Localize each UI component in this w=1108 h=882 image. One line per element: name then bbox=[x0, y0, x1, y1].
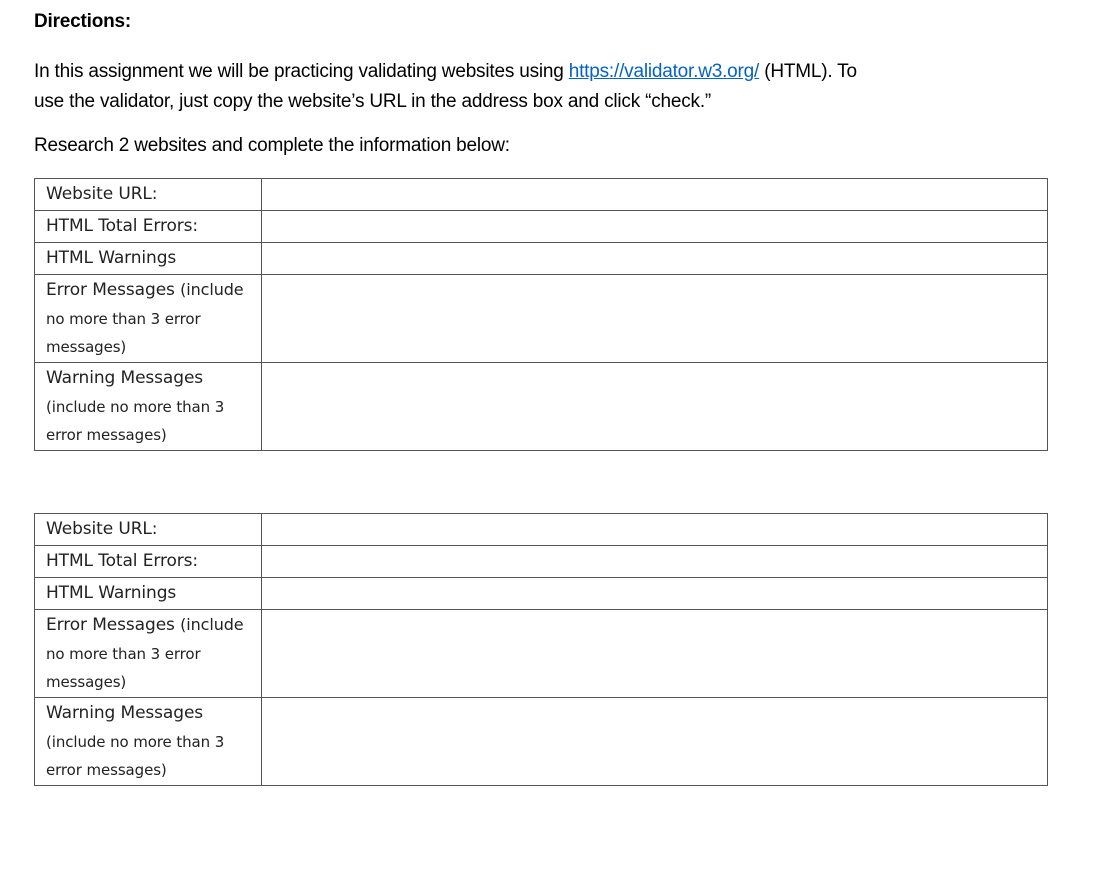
warning-messages-label-line-2: (include no more than 3 bbox=[46, 733, 225, 751]
table-row bbox=[35, 243, 1048, 275]
error-messages-field[interactable] bbox=[262, 275, 1048, 363]
table-row bbox=[35, 211, 1048, 243]
error-messages-label-text: Error Messages bbox=[46, 615, 181, 635]
research-instruction: Research 2 websites and complete the information below: bbox=[34, 135, 510, 156]
warning-messages-label bbox=[35, 363, 262, 451]
error-messages-label-include: (include bbox=[180, 615, 244, 634]
total-errors-field[interactable] bbox=[262, 211, 1048, 243]
warning-messages-label-line-3: error messages) bbox=[46, 426, 167, 444]
warning-messages-label-line-2: (include no more than 3 bbox=[46, 398, 225, 416]
total-errors-label: HTML Total Errors: bbox=[35, 546, 262, 578]
table-row bbox=[35, 578, 1048, 610]
error-messages-label bbox=[35, 610, 262, 698]
directions-heading: Directions: bbox=[34, 11, 132, 32]
error-messages-label-line-3: messages) bbox=[46, 673, 127, 691]
website-form-table-1 bbox=[34, 178, 1048, 451]
validator-link[interactable]: https://validator.w3.org/ bbox=[568, 61, 760, 82]
website-url-field[interactable] bbox=[262, 179, 1048, 211]
table-row bbox=[35, 363, 1048, 451]
error-messages-label-line-2: no more than 3 error bbox=[46, 645, 201, 663]
table-row bbox=[35, 546, 1048, 578]
warnings-field[interactable] bbox=[262, 578, 1048, 610]
intro-line-2: use the validator, just copy the website’s URL in the address box and click “check.” bbox=[34, 91, 712, 112]
warning-messages-label-line-1: Warning Messages bbox=[46, 703, 204, 723]
warning-messages-field[interactable] bbox=[262, 698, 1048, 786]
warnings-label: HTML Warnings bbox=[35, 243, 262, 275]
table-row bbox=[35, 698, 1048, 786]
error-messages-label-line-1 bbox=[46, 610, 261, 640]
table-row bbox=[35, 275, 1048, 363]
website-url-field[interactable] bbox=[262, 514, 1048, 546]
error-messages-label bbox=[35, 275, 262, 363]
table-row bbox=[35, 179, 1048, 211]
total-errors-field[interactable] bbox=[262, 546, 1048, 578]
website-url-label: Website URL: bbox=[35, 514, 262, 546]
warning-messages-label bbox=[35, 698, 262, 786]
error-messages-label-line-1 bbox=[46, 275, 261, 305]
warning-messages-label-line-1: Warning Messages bbox=[46, 368, 204, 388]
table-row bbox=[35, 610, 1048, 698]
table-row bbox=[35, 514, 1048, 546]
error-messages-label-text: Error Messages bbox=[46, 280, 181, 300]
error-messages-label-include: (include bbox=[180, 280, 244, 299]
error-messages-label-line-3: messages) bbox=[46, 338, 127, 356]
warnings-label: HTML Warnings bbox=[35, 578, 262, 610]
website-url-label: Website URL: bbox=[35, 179, 262, 211]
intro-line-1 bbox=[34, 57, 1034, 87]
warnings-field[interactable] bbox=[262, 243, 1048, 275]
website-form-table-2 bbox=[34, 513, 1048, 786]
warning-messages-field[interactable] bbox=[262, 363, 1048, 451]
error-messages-field[interactable] bbox=[262, 610, 1048, 698]
intro-paragraph bbox=[34, 57, 1034, 117]
total-errors-label: HTML Total Errors: bbox=[35, 211, 262, 243]
warning-messages-label-line-3: error messages) bbox=[46, 761, 167, 779]
intro-text-before-link: In this assignment we will be practicing validating websites using bbox=[34, 61, 569, 82]
intro-text-after-link: (HTML). To bbox=[759, 61, 857, 82]
error-messages-label-line-2: no more than 3 error bbox=[46, 310, 201, 328]
